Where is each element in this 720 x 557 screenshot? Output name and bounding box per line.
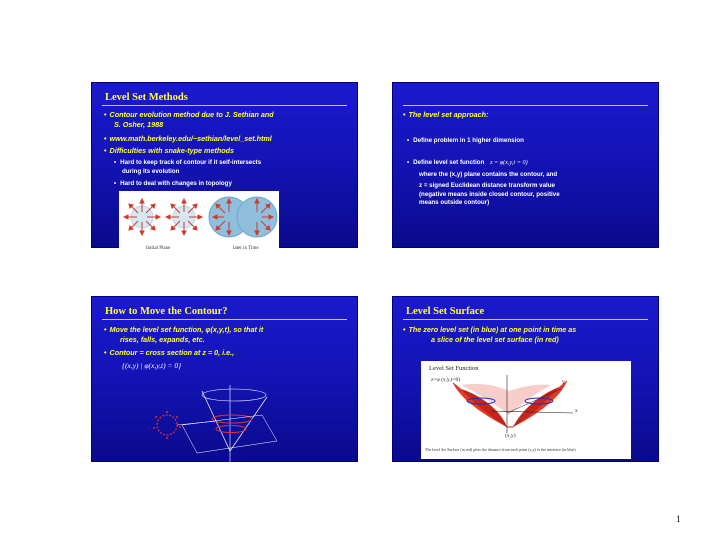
bullet-dot: • bbox=[104, 146, 107, 155]
bullet-dot: • bbox=[114, 159, 117, 166]
bullet-text-cont: rises, falls, expands, etc. bbox=[120, 335, 205, 344]
bullet-text: Define problem in 1 higher dimension bbox=[413, 137, 524, 144]
bullet-dot: • bbox=[104, 110, 107, 119]
bullet bbox=[104, 110, 274, 130]
slide-title: How to Move the Contour? bbox=[105, 306, 228, 317]
bullet-text-cont: a slice of the level set surface (in red) bbox=[431, 335, 559, 344]
page-number: 1 bbox=[676, 514, 681, 524]
front-propagation-figure bbox=[119, 191, 279, 259]
slide-level-set-approach bbox=[392, 82, 659, 248]
bullet-text: Move the level set function, φ(x,y,t), so that it bbox=[109, 325, 264, 334]
bullet bbox=[104, 146, 234, 156]
bullet-text: Contour = cross section at z = 0, i.e., bbox=[109, 348, 235, 357]
bullet-dot: • bbox=[403, 110, 406, 119]
bullet-dot: • bbox=[407, 137, 410, 144]
bullet bbox=[104, 134, 272, 144]
figure-caption: The level Set Surface (in red) plots the distance from each point (x,y) to the interface (in blue) bbox=[425, 447, 576, 452]
bullet-text: Contour evolution method due to J. Sethian and bbox=[109, 110, 274, 119]
bullet-text: The level set approach: bbox=[408, 110, 489, 119]
axis-label-y: y bbox=[562, 379, 565, 385]
title-rule bbox=[102, 319, 347, 320]
bullet-dot: • bbox=[114, 180, 117, 187]
sub-bullet bbox=[407, 159, 560, 208]
slide-level-set-surface bbox=[392, 296, 659, 462]
figure-equation: z=φ (x,y,t=0) bbox=[431, 377, 461, 383]
level-set-function-figure bbox=[421, 361, 631, 459]
bullet-text: www.math.berkeley.edu/~sethian/level_set.html bbox=[109, 134, 272, 143]
bullet-dot: • bbox=[104, 325, 107, 334]
bullet-text: Hard to keep track of contour if it self-intersects bbox=[120, 159, 262, 166]
point-label: (x,y) bbox=[505, 433, 516, 439]
bullet-text: Define level set function bbox=[413, 159, 485, 166]
zero-level-set-formula: {(x,y) | φ(x,y,t) = 0} bbox=[122, 361, 182, 370]
bullet-text: The zero level set (in blue) at one point in time as bbox=[408, 325, 577, 334]
bullet-text-cont: means outside contour) bbox=[419, 199, 490, 207]
level-set-equation: z = φ(x,y,t = 0) bbox=[490, 159, 528, 166]
figure-label-initial: Initial Plane bbox=[146, 246, 171, 251]
sub-bullet bbox=[407, 137, 524, 146]
bullet-text-cont: (negative means inside closed contour, positive bbox=[419, 190, 560, 198]
title-rule bbox=[403, 319, 648, 320]
bullet bbox=[403, 110, 488, 120]
sub-bullet bbox=[114, 159, 261, 176]
bullet bbox=[403, 325, 576, 345]
sub-bullet bbox=[114, 180, 232, 189]
figure-title: Level Set Function bbox=[429, 365, 479, 372]
bullet-dot: • bbox=[104, 348, 107, 357]
level-set-evolution-figure bbox=[142, 381, 282, 465]
slide-title: Level Set Methods bbox=[105, 92, 188, 103]
bullet-dot: • bbox=[407, 159, 410, 166]
bullet-text-cont: during its evolution bbox=[122, 167, 180, 175]
bullet-text-cont: where the (x,y) plane contains the contour, and bbox=[419, 170, 558, 178]
bullet-text-cont: S. Osher, 1988 bbox=[114, 120, 164, 129]
figure-label-later: later in Time bbox=[233, 246, 259, 251]
title-rule bbox=[403, 105, 648, 106]
bullet-text: Hard to deal with changes in topology bbox=[120, 180, 232, 187]
axis-label-x: x bbox=[575, 408, 578, 414]
bullet bbox=[104, 348, 234, 358]
bullet-dot: • bbox=[403, 325, 406, 334]
slide-move-contour bbox=[91, 296, 358, 462]
slide-title: Level Set Surface bbox=[406, 306, 485, 317]
title-rule bbox=[102, 105, 347, 106]
slide-level-set-methods bbox=[91, 82, 358, 251]
bullet-dot: • bbox=[104, 134, 107, 143]
bullet-text: Difficulties with snake-type methods bbox=[109, 146, 235, 155]
bullet bbox=[104, 325, 263, 345]
bullet-text-cont: z = signed Euclidean distance transform value bbox=[419, 182, 555, 190]
